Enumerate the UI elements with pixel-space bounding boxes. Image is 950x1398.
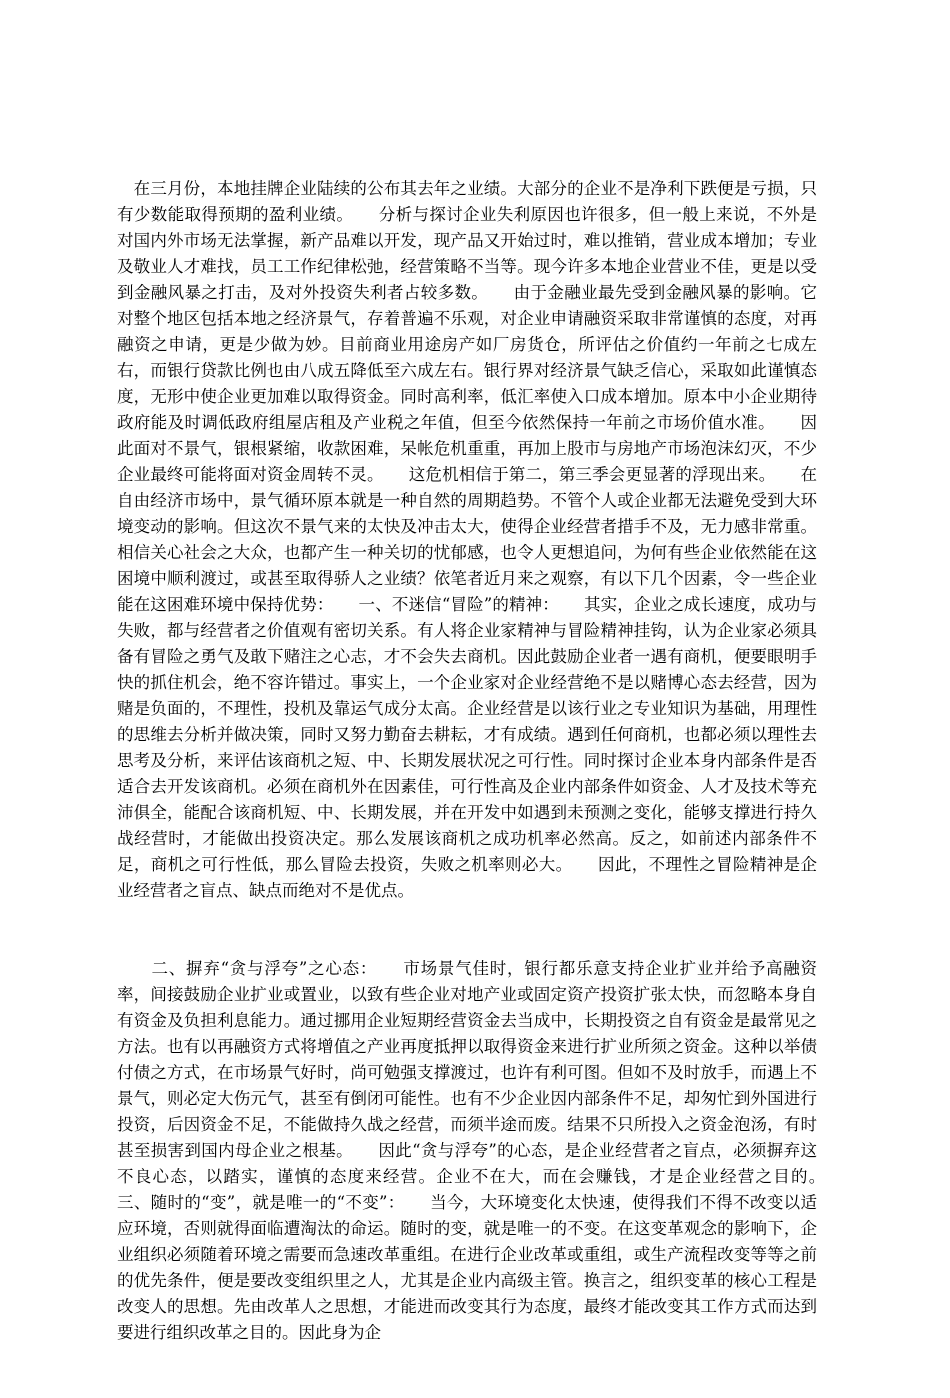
article-body: [117, 124, 850, 1398]
paragraph: 二、摒弃“贪与浮夸”之心态： 市场景气佳时，银行都乐意支持企业扩业并给予高融资率，间接鼓励企业扩业或置业，以致有些企业对地产业或固定资产投资扩张太快，而忽略本身自有资金及负担利息能力。通过挪用企业短期经营资金去当成中，长期投资之自有资金是最常见之方法。也有以再融资方式将增值之产业再度抵押以取得资金来进行扩业所须之资金。这种以举债付债之方式，在市场景气好时，尚可勉强支撑渡过，也许有利可图。但如不及时放手，而遇上不景气，则必定大伤元气，甚至有倒闭可能性。也有不少企业因内部条件不足，却匆忙到外国进行投资，后因资金不足，不能做持久战之经营，而须半途而废。结果不只所投入之资金泡汤，有时甚至损害到国内母企业之根基。 因此“贪与浮夸”的心态，是企业经营者之盲点，必须摒弃这不良心态，以踏实，谨慎的态度来经营。企业不在大，而在会赚钱，才是企业经营之目的。 三、随时的“变”，就是唯一的“不变”： 当今，大环境变化太快速，使得我们不得不改变以适应环境，否则就得面临遭淘汰的命运。随时的变，就是唯一的不变。在这变革观念的影响下，企业组织必须随着环境之需要而急速改革重组。在进行企业改革或重组，或生产流程改变等等之前的优先条件，便是要改变组织里之人，尤其是企业内高级主管。换言之，组织变革的核心工程是改变人的思想。先由改革人之思想，才能进而改变其行为态度，最终才能改变其工作方式而达到要进行组织改革之目的。因此身为企: [117, 959, 850, 1342]
paragraph: 在三月份，本地挂牌企业陆续的公布其去年之业绩。大部分的企业不是净利下跌便是亏损，只有少数能取得预期的盈利业绩。 分析与探讨企业失利原因也许很多，但一般上来说，不外是对国内外市场无法掌握，新产品难以开发，现产品又开始过时，难以推销，营业成本增加；专业及敬业人才难找，员工工作纪律松弛，经营策略不当等。现今许多本地企业营业不佳，更是以受到金融风暴之打击，及对外投资失利者占较多数。 由于金融业最先受到金融风暴的影响。它对整个地区包括本地之经济景气，存着普遍不乐观，对企业申请融资采取非常谨慎的态度，对再融资之申请，更是少做为妙。目前商业用途房产如厂房货仓，所评估之价值约一年前之七成左右，而银行贷款比例也由八成五降低至六成左右。银行界对经济景气缺乏信心，采取如此谨慎态度，无形中使企业更加难以取得资金。同时高利率，低汇率使入口成本增加。原本中小企业期待政府能及时调低政府组屋店租及产业税之年值，但至今依然保持一年前之市场价值水准。 因此面对不景气，银根紧缩，收款困难，呆帐危机重重，再加上股市与房地产市场泡沫幻灭，不少企业最终可能将面对资金周转不灵。 这危机相信于第二，第三季会更显著的浮现出来。 在自由经济市场中，景气循环原本就是一种自然的周期趋势。不管个人或企业都无法避免受到大环境变动的影响。但这次不景气来的太快及冲击太大，使得企业经营者措手不及，无力感非常重。相信关心社会之大众，也都产生一种关切的忧郁感，也令人更想追问，为何有些企业依然能在这困境中顺利渡过，或甚至取得骄人之业绩？依笔者近月来之观察，有以下几个因素，令一些企业能在这困难环境中保持优势： 一、不迷信“冒险”的精神： 其实，企业之成长速度，成功与失败，都与经营者之价值观有密切关系。有人将企业家精神与冒险精神挂钩，认为企业家必须具备有冒险之勇气及敢下赌注之心志，才不会失去商机。因此鼓励企业者一遇有商机，便要眼明手快的抓住机会，绝不容许错过。事实上，一个企业家对企业经营绝不是以赌博心态去经营，因为赌是负面的，不理性，投机及靠运气成分太高。企业经营是以该行业之专业知识为基础，用理性的思维去分析并做决策，同时又努力勤奋去耕耘，才有成绩。遇到任何商机，也都必须以理性去思考及分析，来评估该商机之短、中、长期发展状况之可行性。同时探讨企业本身内部条件是否适合去开发该商机。必须在商机外在因素佳，可行性高及企业内部条件如资金、人才及技术等充沛俱全，能配合该商机短、中、长期发展，并在开发中如遇到未预测之变化，能够支撑进行持久战经营时，才能做出投资决定。那么发展该商机之成功机率必然高。反之，如前述内部条件不足，商机之可行性低，那么冒险去投资，失败之机率则必大。 因此，不理性之冒险精神是企业经营者之盲点、缺点而绝对不是优点。: [117, 179, 817, 900]
